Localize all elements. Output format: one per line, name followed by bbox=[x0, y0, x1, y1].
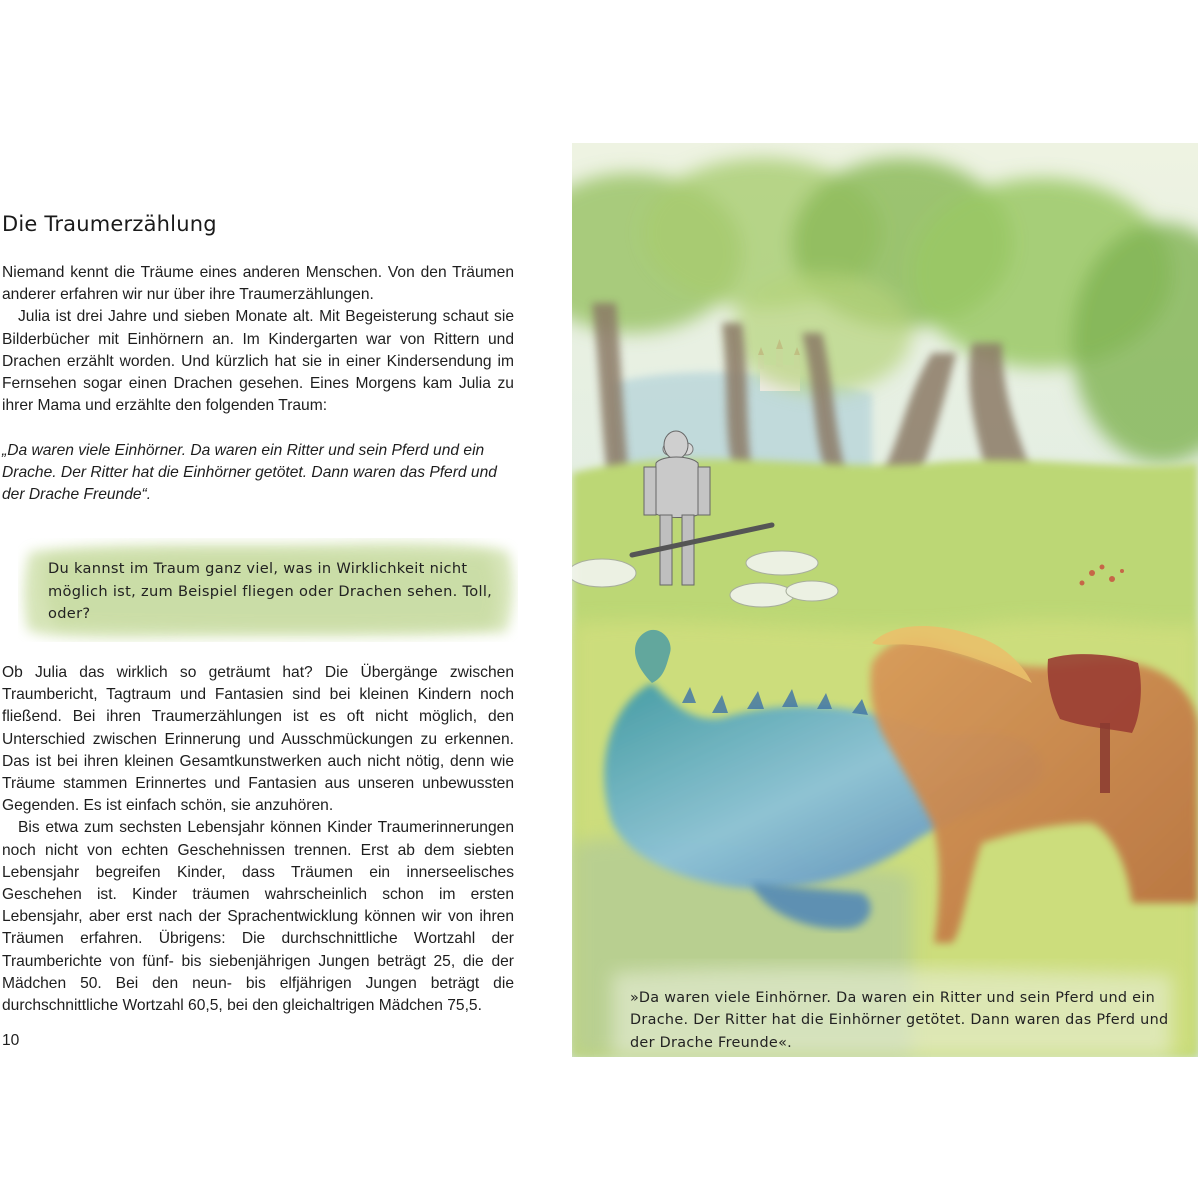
watercolor-illustration bbox=[572, 143, 1198, 1057]
paragraph: Niemand kennt die Träume eines anderen Menschen. Von den Träumen anderer erfahren wir nur über ihre Traumerzählungen. bbox=[2, 264, 514, 304]
main-text-block bbox=[2, 662, 514, 1017]
callout-box bbox=[18, 538, 518, 642]
paragraph: Julia ist drei Jahre und sieben Monate alt. Mit Begeisterung schaut sie Bilderbücher mit Einhörnern an. Im Kindergarten war von Rittern und Drachen erzählt worden. Und kürzlich hat sie in einer Kindersendung im Fernsehen sogar einen Drachen gesehen. Eines Morgens kam Julia zu ihrer Mama und erzählte den folgenden Traum: bbox=[2, 308, 514, 415]
page-number: 10 bbox=[2, 1032, 20, 1049]
chapter-title: Die Traumerzählung bbox=[2, 212, 217, 236]
paragraph: Ob Julia das wirklich so geträumt hat? Die Übergänge zwischen Traumbericht, Tagtraum und Fantasien sind bei kleinen Kindern noch fließend. Bei ihren Traumerzählungen ist es oft nicht möglich, den Unterschied zwischen Erinnerung und Ausschmückungen zu erkennen. Das ist bei ihren kleinen Gesamtkunstwerken auch nicht nötig, denn wie Träume stammen Erinnertes und Fantasien aus unseren unbewussten Gegenden. Es ist einfach schön, sie anzuhören. bbox=[2, 664, 514, 815]
intro-text-block bbox=[2, 262, 514, 417]
left-page bbox=[0, 0, 560, 1198]
callout-text: Du kannst im Traum ganz viel, was in Wirklichkeit nicht möglich ist, zum Beispiel fliegen oder Drachen sehen. Toll, oder? bbox=[48, 560, 493, 622]
illustration-caption: »Da waren viele Einhörner. Da waren ein Ritter und sein Pferd und ein Drache. Der Ritter hat die Einhörner getötet. Dann waren das Pferd und der Drache Freunde«. bbox=[630, 990, 1169, 1051]
paragraph: Bis etwa zum sechsten Lebensjahr können Kinder Traumerinnerungen noch nicht von echten Geschehnissen trennen. Erst ab dem siebten Lebensjahr begreifen Kinder, dass Träumen ein innerseelisches Geschehen ist. Kinder träumen wahrscheinlich schon im ersten Lebensjahr, aber erst nach der Sprachentwicklung können wir von ihren Träumen erfahren. Übrigens: Die durchschnittliche Wortzahl der Traumberichte von fünf- bis siebenjährigen Jungen beträgt 25, die der Mädchen 50. Bei den neun- bis elfjährigen Jungen beträgt die durchschnittliche Wortzahl 60,5, bei den gleichaltrigen Mädchen 75,5. bbox=[2, 819, 514, 1015]
dream-quote: „Da waren viele Einhörner. Da waren ein Ritter und sein Pferd und ein Drache. Der Ritter hat die Einhörner getötet. Dann waren das Pferd und der Drache Freunde“. bbox=[2, 442, 497, 504]
